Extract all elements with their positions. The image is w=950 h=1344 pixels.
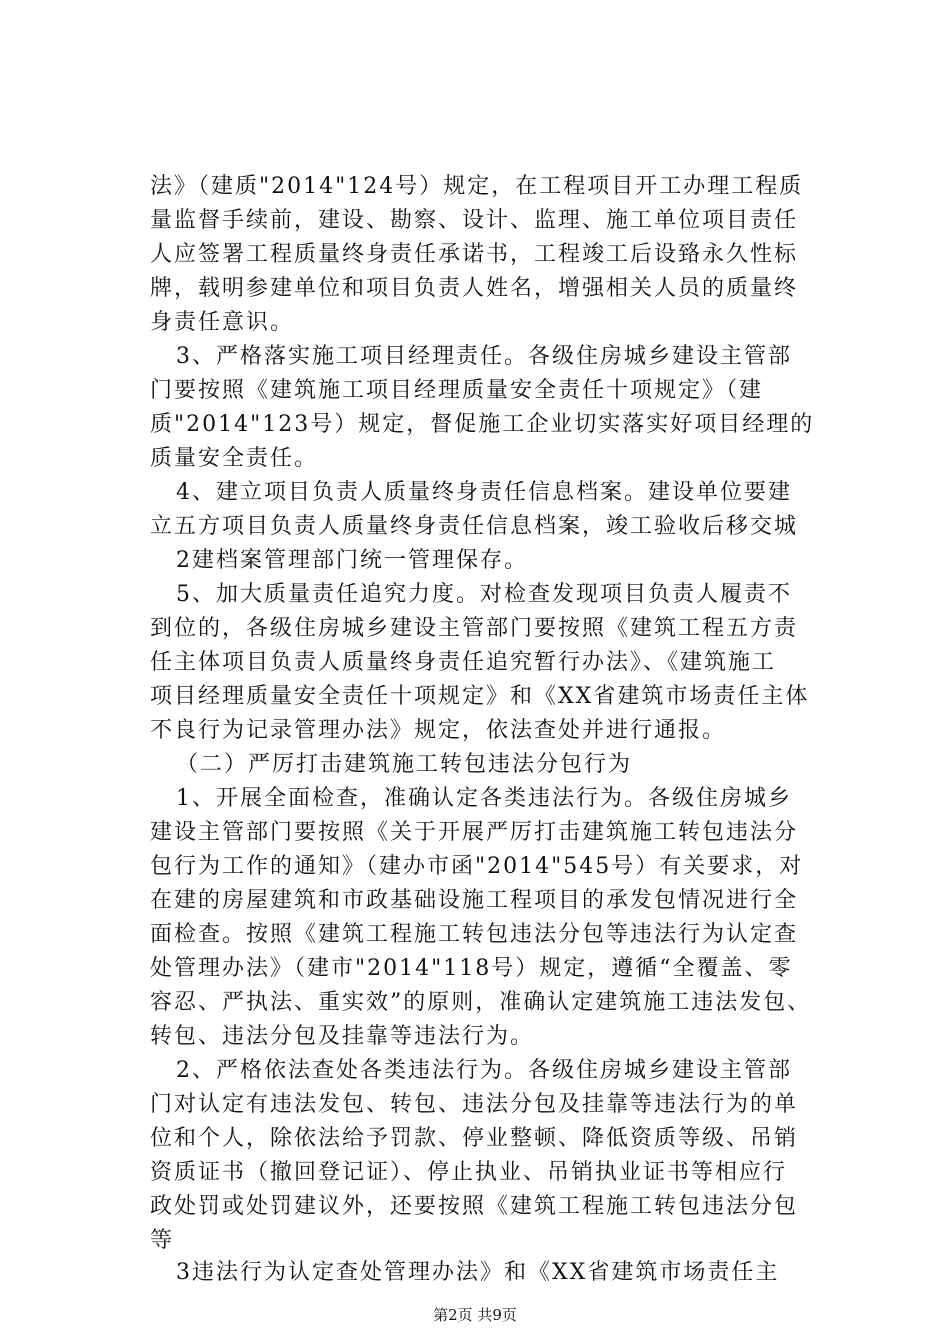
text-line: 建设主管部门要按照《关于开展严厉打击建筑施工转包违法分 (150, 820, 799, 845)
text-line: 资质证书（撤回登记证）、停止执业、吊销执业证书等相应行 (150, 1160, 788, 1185)
page-footer: 第2页 共9页 (433, 1306, 517, 1324)
text-line: 等 (150, 1228, 175, 1253)
text-line: 面检查。按照《建筑工程施工转包违法分包等违法行为认定查 (150, 922, 799, 947)
text-line: 处管理办法》（建市"2014"118号）规定，遵循“全覆盖、零 (150, 956, 793, 981)
text-line: 质"2014"123号）规定，督促施工企业切实落实好项目经理的 (150, 412, 815, 437)
text-line: 质量安全责任。 (150, 446, 319, 471)
text-line: 法》（建质"2014"124号）规定，在工程项目开工办理工程质 (150, 174, 804, 199)
text-line: 政处罚或处罚建议外，还要按照《建筑工程施工转包违法分包 (150, 1194, 799, 1219)
paragraph-start-line: 2、严格依法查处各类违法行为。各级住房城乡建设主管部 (176, 1058, 792, 1083)
text-line: 不良行为记录管理办法》规定，依法查处并进行通报。 (150, 718, 727, 743)
text-line: 门对认定有违法发包、转包、违法分包及挂靠等违法行为的单 (150, 1092, 799, 1117)
text-line: 包行为工作的通知》（建办市函"2014"545号）有关要求，对 (150, 854, 804, 879)
text-line: 2建档案管理部门统一管理保存。 (176, 548, 528, 573)
text-line: 立五方项目负责人质量终身责任信息档案，竣工验收后移交城 (150, 514, 799, 539)
text-line: 人应签署工程质量终身责任承诺书，工程竣工后设臵永久性标 (150, 242, 799, 267)
paragraph-start-line: 4、建立项目负责人质量终身责任信息档案。建设单位要建 (176, 480, 792, 505)
text-line: 在建的房屋建筑和市政基础设施工程项目的承发包情况进行全 (150, 888, 799, 913)
text-line: 转包、违法分包及挂靠等违法行为。 (150, 1024, 535, 1049)
text-line: 任主体项目负责人质量终身责任追究暂行办法》、《建筑施工 (150, 650, 777, 675)
text-line: 3违法行为认定查处管理办法》和《XX省建筑市场责任主 (176, 1260, 780, 1285)
text-line: 门要按照《建筑施工项目经理质量安全责任十项规定》（建 (150, 378, 764, 403)
text-line: 牌，载明参建单位和项目负责人姓名，增强相关人员的质量终 (150, 276, 799, 301)
text-line: 到位的，各级住房城乡建设主管部门要按照《建筑工程五方责 (150, 616, 799, 641)
paragraph-start-line: 1、开展全面检查，准确认定各类违法行为。各级住房城乡 (176, 786, 792, 811)
section-heading: （二）严厉打击建筑施工转包违法分包行为 (176, 752, 633, 777)
paragraph-start-line: 5、加大质量责任追究力度。对检查发现项目负责人履责不 (176, 582, 792, 607)
text-line: 量监督手续前，建设、勘察、设计、监理、施工单位项目责任 (150, 208, 799, 233)
text-line: 位和个人，除依法给予罚款、停业整顿、降低资质等级、吊销 (150, 1126, 799, 1151)
text-line: 身责任意识。 (150, 310, 295, 335)
paragraph-start-line: 3、严格落实施工项目经理责任。各级住房城乡建设主管部 (176, 344, 792, 369)
text-line: 容忍、严执法、重实效”的原则，准确认定建筑施工违法发包、 (150, 990, 812, 1015)
text-line: 项目经理质量安全责任十项规定》和《XX省建筑市场责任主体 (150, 684, 810, 709)
